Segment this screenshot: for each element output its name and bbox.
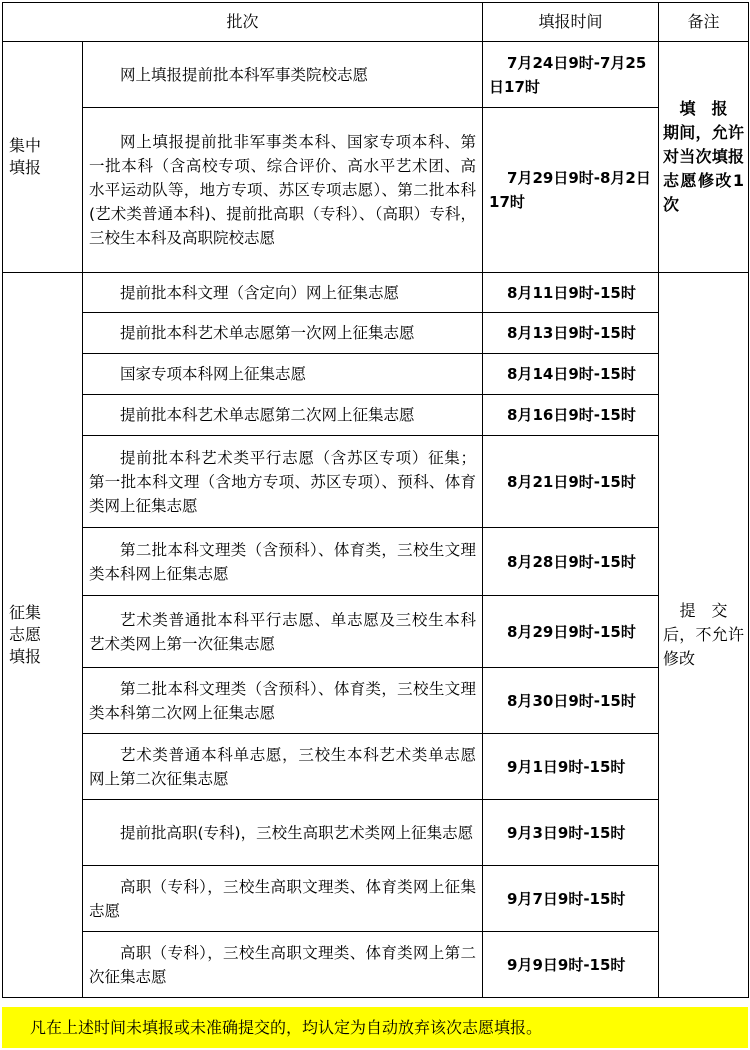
table-row <box>3 800 749 866</box>
batch-cell: 第二批本科文理类（含预科）、体育类，三校生文理类本科网上征集志愿 <box>83 528 483 596</box>
table-row <box>3 528 749 596</box>
table-row <box>3 932 749 998</box>
time-cell: 7月29日9时-8月2日17时 <box>483 108 659 273</box>
table-row <box>3 273 749 313</box>
batch-cell: 艺术类普通批本科平行志愿、单志愿及三校生本科艺术类网上第一次征集志愿 <box>83 596 483 668</box>
table-row <box>3 108 749 273</box>
batch-cell: 提前批本科艺术单志愿第二次网上征集志愿 <box>83 395 483 436</box>
table-row <box>3 354 749 395</box>
batch-cell: 国家专项本科网上征集志愿 <box>83 354 483 395</box>
time-cell: 7月24日9时-7月25日17时 <box>483 42 659 108</box>
note-lead: 提 交 <box>679 601 728 620</box>
batch-cell: 高职（专科），三校生高职文理类、体育类网上第二次征集志愿 <box>83 932 483 998</box>
batch-cell: 网上填报提前批非军事类本科、国家专项本科、第一批本科（含高校专项、综合评价、高水平艺术团、高水平运动队等，地方专项、苏区专项志愿）、第二批本科(艺术类普通本科)、提前批高职（专科）、（高职）专科，三校生本科及高职院校志愿 <box>83 108 483 273</box>
header-time: 填报时间 <box>483 3 659 42</box>
note-cell-solicitation <box>659 273 749 998</box>
table-body <box>3 42 749 998</box>
table-row <box>3 395 749 436</box>
time-cell: 8月13日9时-15时 <box>483 313 659 354</box>
time-cell: 8月14日9时-15时 <box>483 354 659 395</box>
batch-cell: 提前批高职(专科)，三校生高职艺术类网上征集志愿 <box>83 800 483 866</box>
time-cell: 8月21日9时-15时 <box>483 436 659 528</box>
table-row <box>3 313 749 354</box>
time-cell: 8月29日9时-15时 <box>483 596 659 668</box>
batch-cell: 提前批本科文理（含定向）网上征集志愿 <box>83 273 483 313</box>
note-cell-centralized <box>659 42 749 273</box>
group-label-solicitation: 征集 志愿 填报 <box>3 273 83 998</box>
table-row <box>3 734 749 800</box>
time-cell: 9月9日9时-15时 <box>483 932 659 998</box>
batch-cell: 提前批本科艺术类平行志愿（含苏区专项）征集；第一批本科文理（含地方专项、苏区专项）、预科、体育类网上征集志愿 <box>83 436 483 528</box>
note-lead: 填 报 <box>679 99 728 118</box>
time-cell: 8月28日9时-15时 <box>483 528 659 596</box>
time-cell: 9月3日9时-15时 <box>483 800 659 866</box>
time-cell: 9月1日9时-15时 <box>483 734 659 800</box>
table-header-row <box>3 3 749 42</box>
batch-cell: 第二批本科文理类（含预科）、体育类，三校生文理类本科第二次网上征集志愿 <box>83 668 483 734</box>
group-label-centralized: 集中 填报 <box>3 42 83 273</box>
table-row <box>3 668 749 734</box>
header-note: 备注 <box>659 3 749 42</box>
batch-cell: 艺术类普通本科单志愿，三校生本科艺术类单志愿网上第二次征集志愿 <box>83 734 483 800</box>
header-batch: 批次 <box>3 3 483 42</box>
batch-cell: 提前批本科艺术单志愿第一次网上征集志愿 <box>83 313 483 354</box>
table-row <box>3 866 749 932</box>
note-text: 后，不允许修改 <box>663 625 745 668</box>
footer-notice: 凡在上述时间未填报或未准确提交的，均认定为自动放弃该次志愿填报。 <box>2 1007 748 1048</box>
batch-cell: 网上填报提前批本科军事类院校志愿 <box>83 42 483 108</box>
table-row <box>3 436 749 528</box>
table-row <box>3 42 749 108</box>
time-cell: 8月16日9时-15时 <box>483 395 659 436</box>
table-row <box>3 596 749 668</box>
schedule-table <box>2 2 749 998</box>
batch-cell: 高职（专科），三校生高职文理类、体育类网上征集志愿 <box>83 866 483 932</box>
time-cell: 8月11日9时-15时 <box>483 273 659 313</box>
time-cell: 9月7日9时-15时 <box>483 866 659 932</box>
schedule-table-wrapper <box>2 2 748 998</box>
time-cell: 8月30日9时-15时 <box>483 668 659 734</box>
note-text: 期间，允许对当次填报志愿修改1次 <box>663 123 745 214</box>
